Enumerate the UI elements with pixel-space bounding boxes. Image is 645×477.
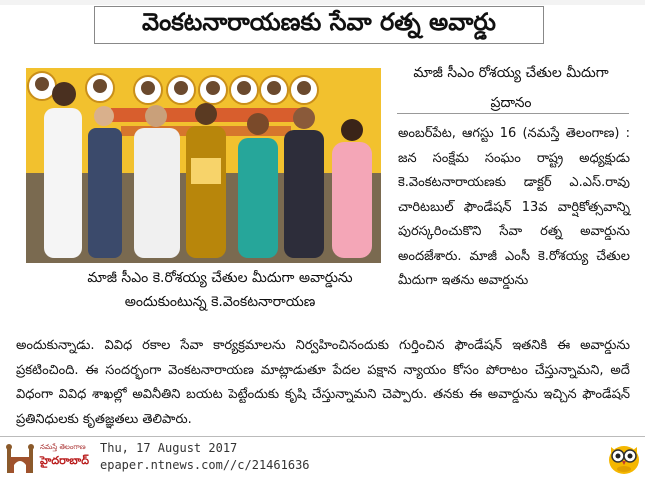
footer xyxy=(0,437,645,477)
headline: వెంకటనారాయణకు సేవా రత్న అవార్డు xyxy=(94,6,544,44)
logo-small-text: నమస్తే తెలంగాణ xyxy=(40,443,86,451)
edition-date: Thu, 17 August 2017 xyxy=(100,441,238,455)
logo-big-text: హైదరాబాద్ xyxy=(40,454,89,467)
owl-icon[interactable] xyxy=(607,439,641,475)
news-photo xyxy=(26,68,381,263)
column-text: జన సంక్షేమ సంఘం రాష్ట్ర అధ్యక్షుడు కె.వెంకటనారాయణకు డాక్టర్ ఎ.ఎస్.రావు చారిటబుల్ ఫౌండేషన్ 13వ వార్షికోత్సవాన్ని పురస్కరించుకొని సేవా రత్న అవార్డును అందజేశారు. మాజీ ఎంసీ కె.రోశయ్య చేతుల మీదుగా ఇతను అవార్డును xyxy=(398,150,630,288)
dateline: అంబర్‌పేట, ఆగస్టు 16 (నమస్తే తెలంగాణ) : xyxy=(398,126,630,141)
article-column xyxy=(398,122,630,294)
publication-logo[interactable] xyxy=(4,441,90,475)
charminar-logo-icon xyxy=(4,441,36,475)
top-strip xyxy=(0,0,645,5)
epaper-url[interactable]: epaper.ntnews.com//c/21461636 xyxy=(100,458,310,472)
photo-caption: మాజీ సీఎం కె.రోశయ్య చేతుల మీదుగా అవార్డును అందుకుంటున్న కె.వెంకటనారాయణ xyxy=(87,270,353,310)
article-body: అందుకున్నాడు. వివిధ రకాల సేవా కార్యక్రమాలను నిర్వహించినందుకు గుర్తించిన ఫౌండేషన్ ఇతనికి ఈ అవార్డును ప్రకటించింది. ఈ సందర్భంగా వెంకటనారాయణ మాట్లాడుతూ పేదల పక్షాన న్యాయం కోసం పోరాటం చేస్తున్నామని, అదే విధంగా వివిధ శాఖల్లో అవినీతిని బయట పెట్టేందుకు కృషి చేస్తున్నామని చెప్పారు. తనకు ఈ అవార్డును ఇచ్చిన ఫౌండేషన్ ప్రతినిధులకు కృతజ్ఞతలు తెలిపారు. xyxy=(16,338,630,427)
subheadline-divider xyxy=(397,113,629,114)
subheadline: మాజీ సీఎం రోశయ్య చేతుల మీదుగా ప్రదానం xyxy=(413,65,609,111)
